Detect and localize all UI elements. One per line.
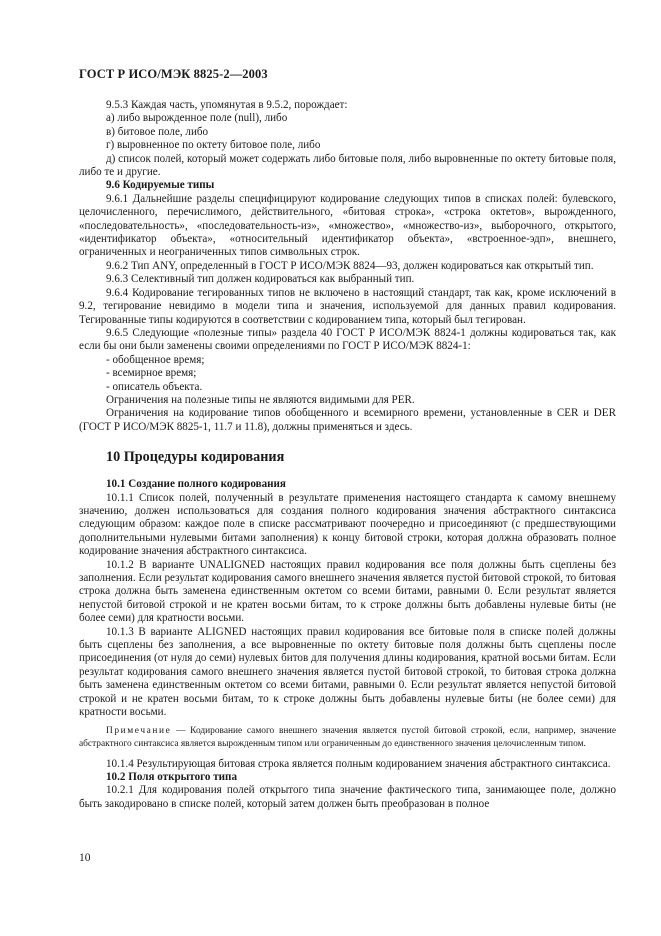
section-heading-10: 10 Процедуры кодирования bbox=[106, 449, 285, 466]
clause-9-6-3: 9.6.3 Селективный тип должен кодироваться как выбранный тип. bbox=[106, 273, 415, 286]
list-item: - всемирное время; bbox=[106, 367, 197, 380]
subsection-heading-10-2: 10.2 Поля открытого типа bbox=[106, 771, 238, 784]
list-item: - обобщенное время; bbox=[106, 353, 205, 366]
clause-9-6-5: 9.6.5 Следующие «полезные типы» раздела 40 ГОСТ Р ИСО/МЭК 8824-1 должны кодироваться так, как если бы они были заменены своими определениями по ГОСТ Р ИСО/МЭК 8824-1: bbox=[79, 326, 616, 353]
page-body bbox=[79, 99, 616, 811]
clause-10-1-1: 10.1.1 Список полей, полученный в результате применения настоящего стандарта к самому внешнему значению, должен использоваться для создания полного кодирования значения абстрактного синтаксиса следующим образом: каждое поле в списке рассматривают поочередно и присоединяют (с предшествующими дополнительными нулевыми битами заполнения) к концу битовой строки, которая должна образовать полное кодирование значения абстрактного синтаксиса. bbox=[79, 491, 616, 558]
clause-10-1-2: 10.1.2 В варианте UNALIGNED настоящих правил кодирования все поля должны быть сцеплены без заполнения. Если результат кодирования самого внешнего значения является пустой битовой строкой, то битовая строка должна быть заменена единственным октетом со всеми битами, равными 0. Если результат является непустой битовой строкой и не кратен восьми битам, то к строке должны быть добавлены нулевые биты (не более семи) для кратности восьми. bbox=[79, 558, 616, 625]
clause-10-2-1: 10.2.1 Для кодирования полей открытого типа значение фактического типа, занимающее поле, должно быть закодировано в списке полей, который затем должен быть преобразован в полное bbox=[79, 784, 616, 810]
note-text: — Кодирование самого внешнего значения является пустой битовой строкой, если, например, значение абстрактного синтаксиса является вырожденным типом или ограниченным до единственного значения целочисленным типом. bbox=[79, 726, 616, 750]
running-header: ГОСТ Р ИСО/МЭК 8825-2—2003 bbox=[79, 67, 268, 81]
list-item: г) выровненное по октету битовое поле, либо bbox=[106, 139, 321, 152]
list-item: д) список полей, который может содержать либо битовые поля, либо выровненные по октету битовые поля, либо те и другие. bbox=[79, 152, 616, 179]
page-number: 10 bbox=[79, 852, 91, 864]
paragraph-cer-der: Ограничения на кодирование типов обобщенного и всемирного времени, установленные в CER и DER (ГОСТ Р ИСО/МЭК 8825-1, 11.7 и 11.8), должны применяться и здесь. bbox=[79, 407, 616, 433]
paragraph-per: Ограничения на полезные типы не являются видимыми для PER. bbox=[106, 393, 415, 406]
clause-9-6-1: 9.6.1 Дальнейшие разделы специфицируют кодирование следующих типов в списках полей: булевского, целочисленного, перечислимого, действительного, «битовая строка», «строка октетов», вырожденного, «последовательность», «последовательность-из», «множество», «множество-из», выборочного, открытого, «идентификатор объекта», «относительный идентификатор объекта», «встроенное-эдп», внешнего, ограниченных и неограниченных типов символьных строк. bbox=[79, 192, 616, 259]
list-item: а) либо вырожденное поле (null), либо bbox=[106, 112, 288, 125]
list-item: - описатель объекта. bbox=[106, 380, 203, 393]
clause-9-6-2: 9.6.2 Тип ANY, определенный в ГОСТ Р ИСО/МЭК 8824—93, должен кодироваться как открытый тип. bbox=[106, 259, 594, 272]
note-label: Примечание bbox=[106, 726, 172, 737]
subsection-heading-10-1: 10.1 Создание полного кодирования bbox=[106, 478, 286, 491]
note bbox=[79, 725, 616, 750]
clause-10-1-3: 10.1.3 В варианте ALIGNED настоящих правил кодирования все битовые поля в списке полей должны быть сцеплены без заполнения, а все выровненные по октету битовые поля должны быть сцеплены после присоединения (от нуля до семи) нулевых битов для получения длины кодирования, кратной восьми битам. Если результат кодирования самого внешнего значения является пустой битовой строкой, то битовая строка должна быть заменена единственным октетом со всеми битами, равными 0. Если результат является непустой битовой строкой и не кратен восьми битам, то к строке должны быть добавлены нулевые биты (не более семи) для кратности восьми. bbox=[79, 625, 616, 719]
clause-9-6-4: 9.6.4 Кодирование тегированных типов не включено в настоящий стандарт, так как, кроме исключений в 9.2, тегирование невидимо в модели типа и значения, используемой для данных правил кодирования. Тегированные типы кодируются в соответствии с кодированием типа, который был тегирован. bbox=[79, 286, 616, 326]
section-heading-9-6: 9.6 Кодируемые типы bbox=[106, 179, 215, 192]
clause-9-5-3: 9.5.3 Каждая часть, упомянутая в 9.5.2, порождает: bbox=[106, 99, 348, 111]
clause-10-1-4: 10.1.4 Результирующая битовая строка является полным кодированием значения абстрактного синтаксиса. bbox=[106, 757, 611, 770]
list-item: в) битовое поле, либо bbox=[106, 125, 209, 138]
